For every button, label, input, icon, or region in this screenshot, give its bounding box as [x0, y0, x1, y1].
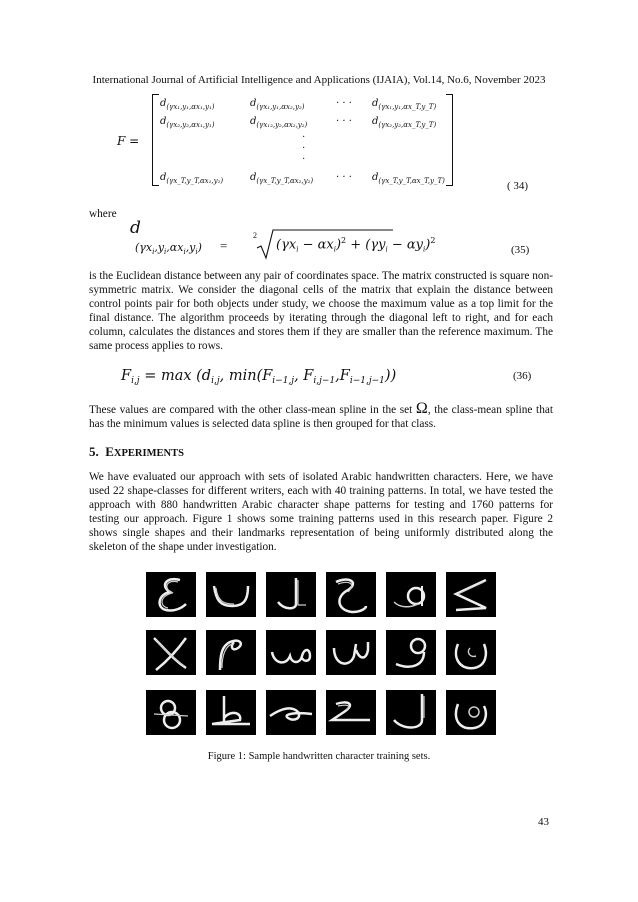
sample-image	[386, 690, 436, 735]
paragraph-euclidean: is the Euclidean distance between any pair of coordinates space. The matrix constructed is square non-symmetric matrix. We consider the diagonal cells of the matrix that explain the distance between control points pair for both objects under study, we choose the maximum value as a top limit for the final distance. The algorithm proceeds by iterating through the diagonal left to right, and for each column, calculates the distances and stores them if they are smaller than the reference maximum. The same process applies to rows.	[89, 270, 553, 353]
eq35-root-index: 2	[253, 231, 257, 240]
omega-symbol: Ω	[415, 400, 428, 417]
sample-image	[386, 572, 436, 617]
sample-image	[266, 630, 316, 675]
eq35-subscript: $(\gamma x_i,y_i,\alpha x_i,y_i)$	[135, 241, 202, 256]
sample-image	[146, 690, 196, 735]
sample-image	[446, 630, 496, 675]
sample-image	[446, 690, 496, 735]
sample-image	[266, 572, 316, 617]
sample-image	[326, 690, 376, 735]
sample-image	[326, 630, 376, 675]
sample-image	[146, 572, 196, 617]
matrix-right-bracket	[446, 94, 453, 186]
equation-36-number: (36)	[513, 370, 532, 382]
paragraph-class-mean: These values are compared with the other class-mean spline in the set Ω, the class-mean spline that has the minimum values is selected data spline is then grouped for that class.	[89, 400, 553, 431]
sample-image	[206, 630, 256, 675]
sample-image	[146, 630, 196, 675]
equation-34-number: ( 34)	[507, 180, 529, 192]
figure-caption: Figure 1: Sample handwritten character training sets.	[207, 751, 431, 762]
page-number: 43	[538, 816, 549, 828]
eq35-radicand: $(\gamma x_i - \alpha x_i)^2 + (\gamma y_i - \alpha y_i)^2$	[276, 236, 436, 254]
matrix-left-bracket	[152, 94, 159, 186]
section-heading: 5. EXPERIMENTS	[89, 444, 184, 459]
sample-image	[326, 572, 376, 617]
eq35-equals: =	[220, 238, 228, 253]
sample-image	[446, 572, 496, 617]
eq36-formula: $F_{i,j} = \max (d_{i,j}$, $\min(F_{i-1,j}$, $F_{i,j-1},F_{i-1,j-1}$))	[121, 368, 397, 386]
sample-image	[206, 690, 256, 735]
sample-image	[266, 690, 316, 735]
sample-image	[386, 630, 436, 675]
matrix-lhs: F =	[117, 134, 140, 148]
matrix-vertical-dots: · · ·	[302, 132, 306, 165]
where-text: where	[89, 208, 117, 220]
eq35-d: d	[130, 218, 141, 238]
paper-page: International Journal of Artificial Intelligence and Applications (IJAIA), Vol.14, No.6, November 2023 F = $d_{(\gamma x_1,y_1,\alpha x_1,y_1)}$ $d_{(\gamma x_1,y_1,\alpha x_2,y_2)}$ · · · $d_{(\gamma x_1,y_1,\alpha x\_T,y\_T)}$ $d_{(\gamma x_2,y_2,\alpha x_1,y_1)}$ $d_{(\gamma x_{12},y_2,\alpha x_2,y_2)}$ · · · $d_{(\gamma x_2,y_2,\alpha x\_T,y\_T)}$ · · · $d_{(\gamma x\_T,y\_T,\alpha x_1,y_1)}$ $d_{(\gamma x\_T,y\_T,\alpha x_2,y_2)}$ · · · $d_{(\gamma x\_T,y\_T,\alpha x\_T,y\_T)}$ ( 34) where d $(\gamma x_i,y_i,\alpha x_i,y_i)$ = 2 $(\gamma x_i - \alpha x_i)^2 + (\gamma y_i - \alpha y_i)^2$ (35) is the Euclidean distance between any pair of coordinates space. The matrix constructed is square non-symmetric matrix. We consider the diagonal cells of the matrix that explain the distance between control points pair for both objects under study, we choose the maximum value as a top limit for the final distance. The algorithm proceeds by iterating through the diagonal left to right, and for each column, calculates the distances and stores them if they are smaller than the reference maximum. The same process applies to rows. $F_{i,j} = \max (d_{i,j}$, $\min(F_{i-1,j}$, $F_{i,j-1},F_{i-1,j-1}$)) (36) These values are compared with the other class-mean spline in the set Ω, the class-mean spline that has the minimum values is selected data spline is then grouped for that class. 5. EXPERIMENTS We have evaluated our approach with sets of isolated Arabic handwritten characters. Here, we have used 22 shape-classes for different writers, each with 40 training patterns. In total, we have tested the approach with 880 handwritten Arabic character shape patterns for testing and 1760 patterns for testing our approach. Figure 1 shows some training patterns used in this research paper. Figure 2 shows single shapes and their landmarks representation of being uniformly distributed along the skeleton of the shape under investigation. Figure 1: Sample handwritten character training sets. 43	[0, 0, 638, 902]
sample-image	[206, 572, 256, 617]
journal-header: International Journal of Artificial Intelligence and Applications (IJAIA), Vol.14, No.6, November 2023	[92, 74, 546, 86]
paragraph-experiments: We have evaluated our approach with sets of isolated Arabic handwritten characters. Here, we have used 22 shape-classes for different writers, each with 40 training patterns. In total, we have tested the approach with 880 handwritten Arabic character shape patterns for testing and 1760 patterns for testing our approach. Figure 1 shows some training patterns used in this research paper. Figure 2 shows single shapes and their landmarks representation of being uniformly distributed along the skeleton of the shape under investigation.	[89, 471, 553, 554]
equation-35-number: (35)	[511, 244, 530, 256]
